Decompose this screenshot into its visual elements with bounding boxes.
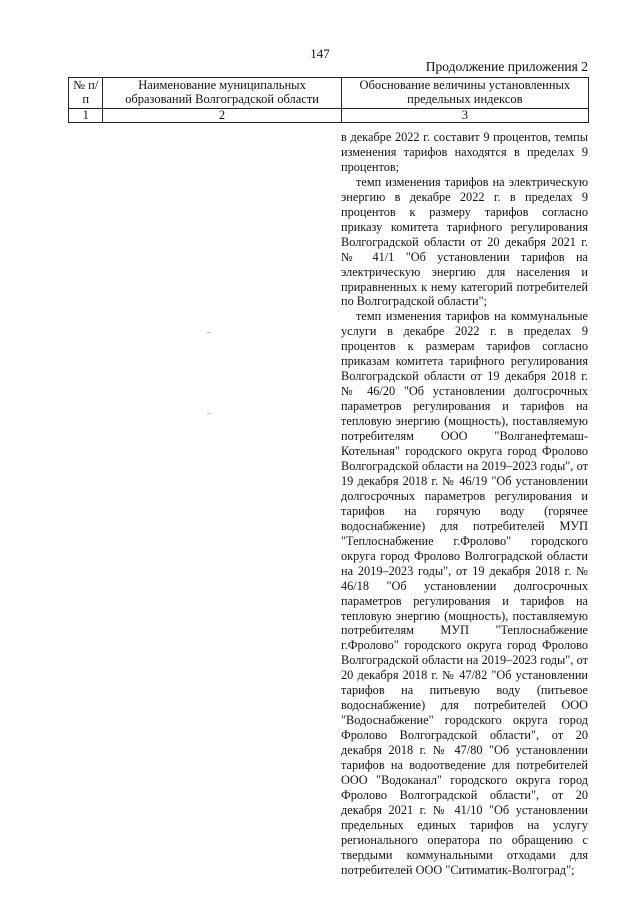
column-number-2: 2 [103,109,341,123]
scan-speck [207,332,210,333]
scan-speck [207,413,210,414]
column-number-1: 1 [69,109,103,123]
column-number-3: 3 [341,109,588,123]
page-number: 147 [310,46,330,61]
paragraph-utilities: темп изменения тарифов на коммунальные услуги в декабре 2022 г. в пределах 9 процентов к размерам тарифов согласно приказам комитета тарифного регулирования Волгоградской области от 19 декабря 2018 г. № 46/20 "Об установлении долгосрочных параметров регулирования и тарифов на тепловую энергию (мощность), поставляемую потребителям ООО "Волганефтемаш-Котельная" городского округа город Фролово Волгоградской области на 2019–2023 годы", от 19 декабря 2018 г. № 46/19 "Об установлении долгосрочных параметров регулирования и тарифов на горячую воду (горячее водоснабжение) для потребителей МУП "Теплоснабжение г.Фролово" городского округа город Фролово Волгоградской области на 2019–2023 годы", от 19 декабря 2018 г. № 46/18 "Об установлении долгосрочных параметров регулирования и тарифов на тепловую энергию (мощность), поставляемую потребителям МУП "Теплоснабжение г.Фролово" городского округа город Фролово Волгоградской области на 2019–2023 годы", от 20 декабря 2018 г. № 47/82 "Об установлении тарифов на питьевую воду (питьевое водоснабжение) для потребителей ООО "Водоснабжение" городского округа город Фролово Волгоградской области", от 20 декабря 2018 г. № 47/80 "Об установлении тарифов на водоотведение для потребителей ООО "Водоканал" городского округа город Фролово Волгоградской области", от 20 декабря 2021 г. № 41/10 "Об установлении предельных единых тарифов на услугу регионального оператора по обращению с твердыми коммунальными отходами для потребителей ООО "Ситиматик-Волгоград"; [341,309,588,877]
paragraph-electricity: темп изменения тарифов на электрическую энергию в декабре 2022 г. в пределах 9 процентов к размеру тарифов согласно приказу комитета тарифного регулирования Волгоградской области от 20 декабря 2021 г. № 41/1 "Об установлении тарифов на электрическую энергию для населения и приравненных к нему категорий потребителей по Волгоградской области"; [341,174,588,309]
justification-text [341,130,588,878]
paragraph-continuation: в декабре 2022 г. составит 9 процентов, темпы изменения тарифов находятся в пределах 9 процентов; [341,130,588,174]
column-number-row [69,109,589,123]
continuation-label: Продолжение приложения 2 [425,59,588,74]
header-row-number: № п/п [69,78,103,109]
appendix-table-header [68,77,589,123]
header-municipality: Наименование муниципальных образований Волгоградской области [103,78,341,109]
header-justification: Обоснование величины установленных предельных индексов [341,78,588,109]
